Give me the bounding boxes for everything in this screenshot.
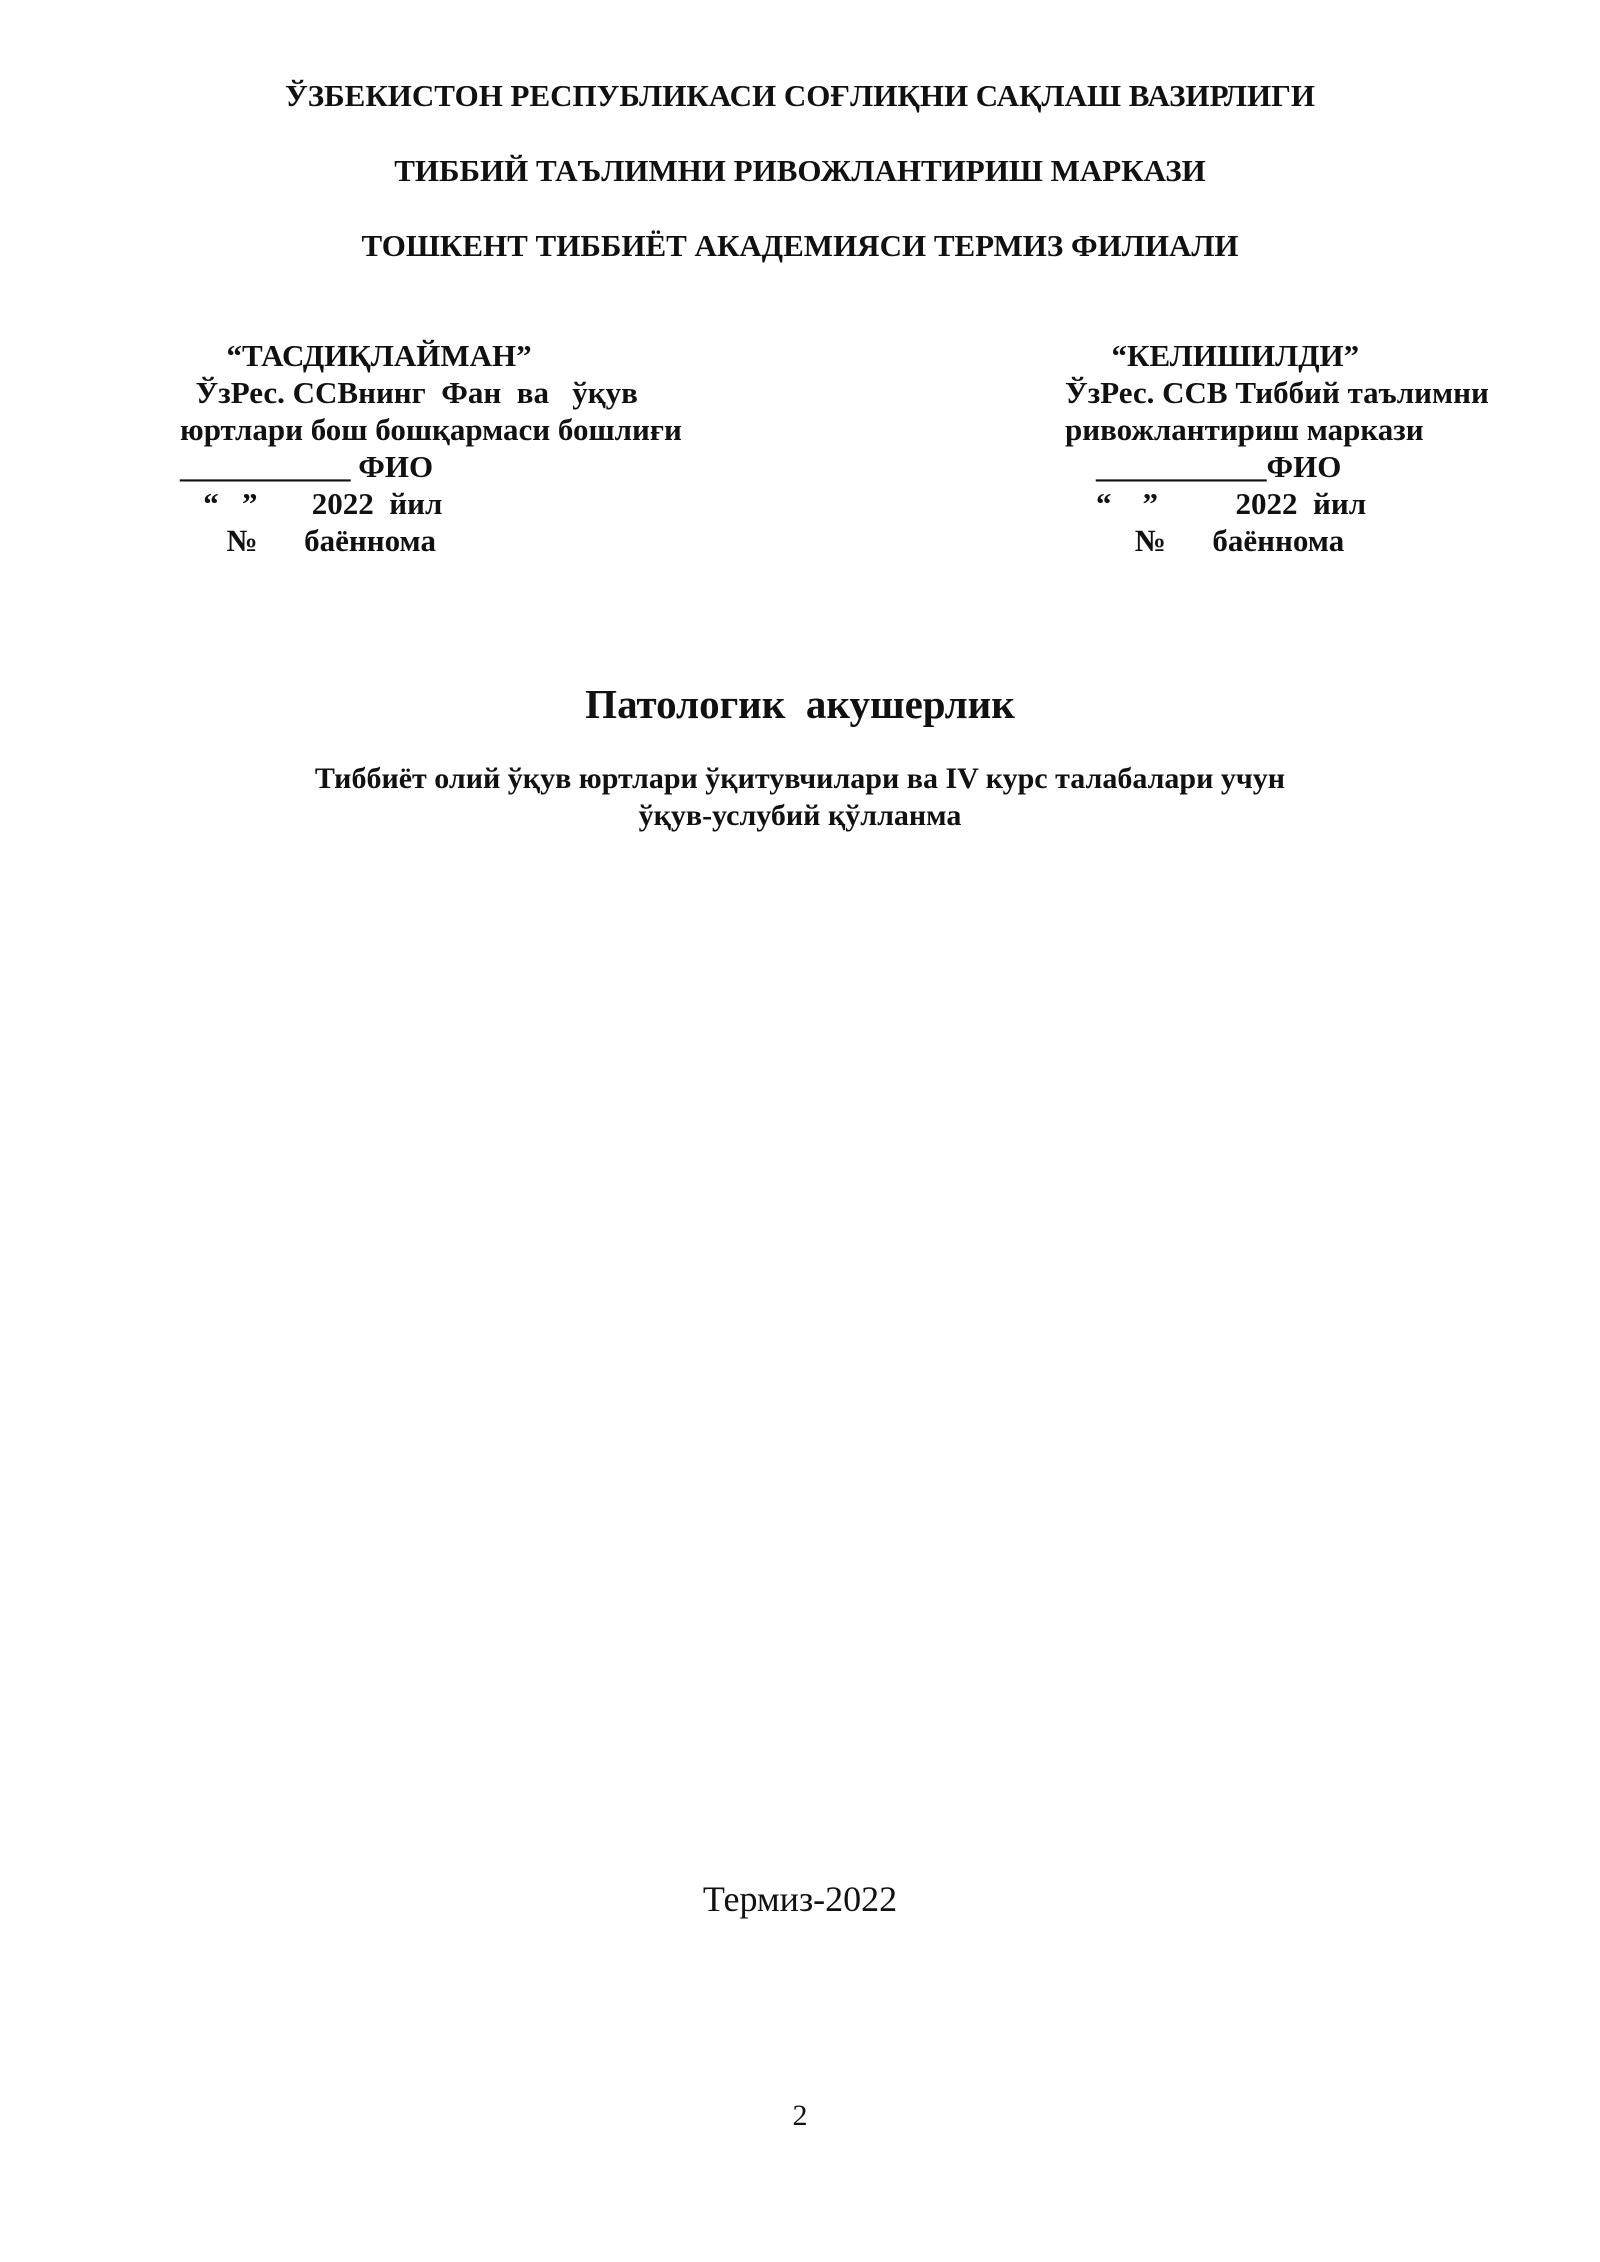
approval-left-heading: “ТАСДИҚЛАЙМАН”: [180, 338, 532, 373]
place-year: Термиз-2022: [702, 1879, 898, 1919]
document-title: Патологик акушерлик: [585, 681, 1015, 727]
approval-right-line2: ривожлантириш маркази: [1065, 412, 1424, 447]
approval-right-heading: “КЕЛИШИЛДИ”: [1065, 338, 1360, 373]
document-subtitle-line1: Тиббиёт олий ўқув юртлари ўқитувчилари ва IV курс талабалари учун: [314, 762, 1286, 795]
approval-right-signature: ___________ФИО: [1065, 449, 1342, 484]
academy-heading: ТОШКЕНТ ТИББИЁТ АКАДЕМИЯСИ ТЕРМИЗ ФИЛИАЛИ: [361, 228, 1239, 263]
approval-block-left: [180, 337, 682, 559]
page-number: 2: [792, 2099, 808, 2132]
approval-left-line2: юртлари бош бошқармаси бошлиғи: [180, 412, 682, 447]
center-heading: ТИББИЙ ТАЪЛИМНИ РИВОЖЛАНТИРИШ МАРКАЗИ: [394, 153, 1206, 188]
approval-right-protocol: № баённома: [1065, 523, 1345, 558]
ministry-heading: ЎЗБЕКИСТОН РЕСПУБЛИКАСИ СОҒЛИҚНИ САҚЛАШ ВАЗИРЛИГИ: [285, 78, 1315, 113]
approval-right-line1: ЎзРес. ССВ Тиббий таълимни: [1065, 375, 1489, 410]
document-subtitle-line2: ўқув-услубий қўлланма: [638, 799, 962, 832]
approval-left-line1: ЎзРес. ССВнинг Фан ва ўқув: [180, 375, 638, 410]
approval-right-date: “ ” 2022 йил: [1065, 486, 1367, 521]
approval-left-signature: ___________ ФИО: [180, 449, 434, 484]
approval-block-right: [1065, 337, 1489, 559]
document-subtitle: [0, 760, 1600, 834]
approval-left-date: “ ” 2022 йил: [180, 486, 443, 521]
approval-left-protocol: № баённома: [180, 523, 436, 558]
